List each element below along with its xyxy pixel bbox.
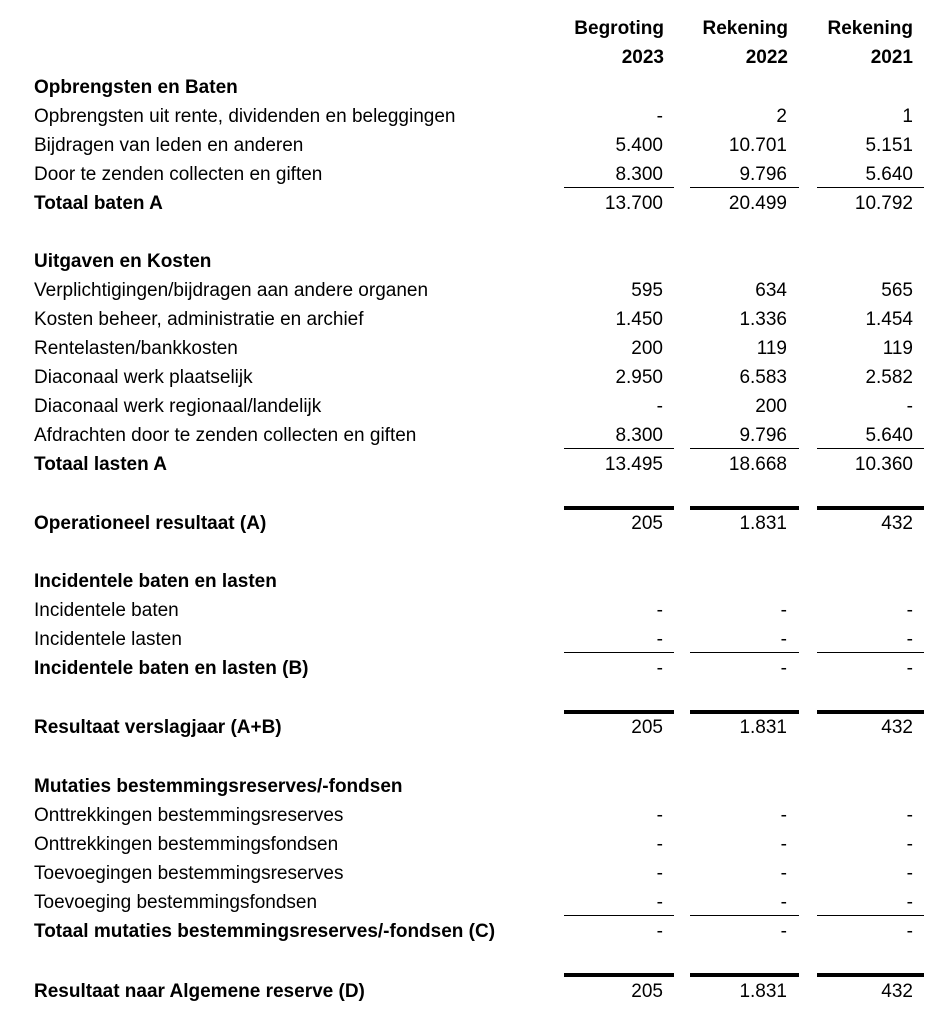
value-rekening-2021: 5.640	[865, 425, 913, 446]
value-rekening-2022: -	[780, 600, 787, 621]
table-row	[0, 830, 946, 859]
result-row-operationeel	[0, 509, 946, 538]
row-label: Kosten beheer, administratie en archief	[34, 309, 364, 330]
table-row	[0, 160, 946, 189]
value-begroting-2023: -	[656, 863, 663, 884]
value-rekening-2021: 2.582	[865, 367, 913, 388]
value-begroting-2023: 13.700	[604, 193, 663, 214]
table-row	[0, 801, 946, 830]
value-rekening-2022: 1.831	[739, 513, 787, 534]
subtotal-rule	[817, 187, 924, 188]
value-rekening-2022: -	[780, 892, 787, 913]
row-label: Incidentele baten en lasten	[34, 571, 277, 592]
row-label: Door te zenden collecten en giften	[34, 164, 323, 185]
value-rekening-2021: 10.360	[854, 454, 913, 475]
value-begroting-2023: 2.950	[615, 367, 663, 388]
row-label: Diaconaal werk plaatselijk	[34, 367, 253, 388]
value-begroting-2023: -	[656, 892, 663, 913]
value-rekening-2021: -	[906, 863, 913, 884]
row-label: Resultaat naar Algemene reserve (D)	[34, 981, 365, 1002]
value-rekening-2022: 10.701	[728, 135, 787, 156]
subtotal-rule	[817, 915, 924, 916]
value-rekening-2021: 1.454	[865, 309, 913, 330]
subtotal-rule	[564, 448, 674, 449]
row-label: Incidentele lasten	[34, 629, 182, 650]
value-rekening-2021: 119	[882, 338, 913, 359]
value-rekening-2022: 9.796	[739, 425, 787, 446]
row-label: Onttrekkingen bestemmingsfondsen	[34, 834, 339, 855]
value-rekening-2022: 1.336	[739, 309, 787, 330]
value-rekening-2021: 565	[881, 280, 913, 301]
total-row-baten	[0, 189, 946, 218]
table-row	[0, 363, 946, 392]
row-label: Totaal lasten A	[34, 454, 168, 475]
row-label: Totaal baten A	[34, 193, 163, 214]
row-label: Uitgaven en Kosten	[34, 251, 212, 272]
value-rekening-2022: 18.668	[728, 454, 787, 475]
column-header-rekening-2022	[678, 14, 788, 72]
result-row-verslagjaar	[0, 713, 946, 742]
value-rekening-2022: 200	[755, 396, 787, 417]
subtotal-rule	[564, 915, 674, 916]
value-rekening-2022: 1.831	[739, 981, 787, 1002]
column-header-begroting-2023	[554, 14, 664, 72]
row-label: Toevoeging bestemmingsfondsen	[34, 892, 318, 913]
value-begroting-2023: -	[656, 106, 663, 127]
row-label: Opbrengsten en Baten	[34, 77, 238, 98]
row-label: Incidentele baten	[34, 600, 179, 621]
value-begroting-2023: -	[656, 834, 663, 855]
value-rekening-2021: -	[906, 600, 913, 621]
value-rekening-2021: -	[906, 629, 913, 650]
total-row-mutaties	[0, 917, 946, 946]
value-rekening-2022: 119	[756, 338, 787, 359]
row-label: Toevoegingen bestemmingsreserves	[34, 863, 344, 884]
value-rekening-2022: -	[780, 629, 787, 650]
table-row	[0, 276, 946, 305]
value-rekening-2022: 634	[755, 280, 787, 301]
value-rekening-2021: -	[906, 921, 913, 942]
subtotal-rule	[564, 187, 674, 188]
row-label: Operationeel resultaat (A)	[34, 513, 267, 534]
value-rekening-2021: 5.151	[865, 135, 913, 156]
value-rekening-2022: 6.583	[739, 367, 787, 388]
value-rekening-2022: -	[780, 834, 787, 855]
value-rekening-2021: -	[906, 805, 913, 826]
value-begroting-2023: 8.300	[615, 425, 663, 446]
value-rekening-2022: 20.499	[728, 193, 787, 214]
section-heading-baten	[0, 73, 946, 102]
total-row-lasten	[0, 450, 946, 479]
column-header-rekening-2021	[803, 14, 913, 72]
value-begroting-2023: 205	[631, 717, 663, 738]
section-heading-incidenteel	[0, 567, 946, 596]
value-rekening-2021: 10.792	[854, 193, 913, 214]
total-row-incidenteel	[0, 654, 946, 683]
table-row	[0, 392, 946, 421]
subtotal-rule	[817, 652, 924, 653]
value-rekening-2022: -	[780, 658, 787, 679]
column-header-line1: Rekening	[827, 18, 913, 39]
row-label: Rentelasten/bankkosten	[34, 338, 238, 359]
table-row	[0, 859, 946, 888]
value-rekening-2021: -	[906, 892, 913, 913]
value-rekening-2022: -	[780, 805, 787, 826]
value-rekening-2022: 1.831	[739, 717, 787, 738]
subtotal-rule	[817, 448, 924, 449]
table-row	[0, 131, 946, 160]
table-row	[0, 305, 946, 334]
row-label: Resultaat verslagjaar (A+B)	[34, 717, 282, 738]
value-begroting-2023: -	[656, 658, 663, 679]
value-rekening-2021: 1	[902, 106, 913, 127]
value-rekening-2021: 432	[881, 981, 913, 1002]
value-rekening-2021: -	[906, 396, 913, 417]
value-rekening-2021: 432	[881, 513, 913, 534]
row-label: Onttrekkingen bestemmingsreserves	[34, 805, 344, 826]
column-header-line2: 2021	[870, 47, 913, 68]
row-label: Diaconaal werk regionaal/landelijk	[34, 396, 322, 417]
value-rekening-2021: 5.640	[865, 164, 913, 185]
value-rekening-2022: 9.796	[739, 164, 787, 185]
value-begroting-2023: 205	[631, 513, 663, 534]
column-header-line1: Rekening	[702, 18, 788, 39]
value-begroting-2023: 5.400	[615, 135, 663, 156]
column-header-line2: 2023	[621, 47, 664, 68]
value-rekening-2021: -	[906, 658, 913, 679]
section-heading-mutaties	[0, 772, 946, 801]
section-heading-kosten	[0, 247, 946, 276]
value-rekening-2021: -	[906, 834, 913, 855]
row-label: Mutaties bestemmingsreserves/-fondsen	[34, 776, 403, 797]
value-begroting-2023: 205	[631, 981, 663, 1002]
value-begroting-2023: 13.495	[604, 454, 663, 475]
table-row	[0, 334, 946, 363]
value-rekening-2022: -	[780, 921, 787, 942]
row-label: Afdrachten door te zenden collecten en giften	[34, 425, 417, 446]
value-rekening-2022: -	[780, 863, 787, 884]
value-rekening-2021: 432	[881, 717, 913, 738]
column-header-line1: Begroting	[574, 18, 664, 39]
value-begroting-2023: -	[656, 805, 663, 826]
subtotal-rule	[564, 652, 674, 653]
value-rekening-2022: 2	[776, 106, 787, 127]
value-begroting-2023: 1.450	[615, 309, 663, 330]
value-begroting-2023: -	[656, 921, 663, 942]
value-begroting-2023: -	[656, 629, 663, 650]
result-row-algemene-reserve	[0, 977, 946, 1006]
row-label: Totaal mutaties bestemmingsreserves/-fondsen (C)	[34, 921, 496, 942]
value-begroting-2023: 200	[631, 338, 663, 359]
table-row	[0, 888, 946, 917]
value-begroting-2023: -	[656, 396, 663, 417]
row-label: Opbrengsten uit rente, dividenden en beleggingen	[34, 106, 456, 127]
subtotal-rule	[690, 915, 799, 916]
table-row	[0, 421, 946, 450]
subtotal-rule	[690, 448, 799, 449]
row-label: Bijdragen van leden en anderen	[34, 135, 304, 156]
row-label: Incidentele baten en lasten (B)	[34, 658, 309, 679]
table-row	[0, 102, 946, 131]
subtotal-rule	[690, 652, 799, 653]
value-begroting-2023: -	[656, 600, 663, 621]
row-label: Verplichtigingen/bijdragen aan andere organen	[34, 280, 429, 301]
value-begroting-2023: 8.300	[615, 164, 663, 185]
subtotal-rule	[690, 187, 799, 188]
column-header-line2: 2022	[745, 47, 788, 68]
value-begroting-2023: 595	[631, 280, 663, 301]
table-row	[0, 625, 946, 654]
table-row	[0, 596, 946, 625]
